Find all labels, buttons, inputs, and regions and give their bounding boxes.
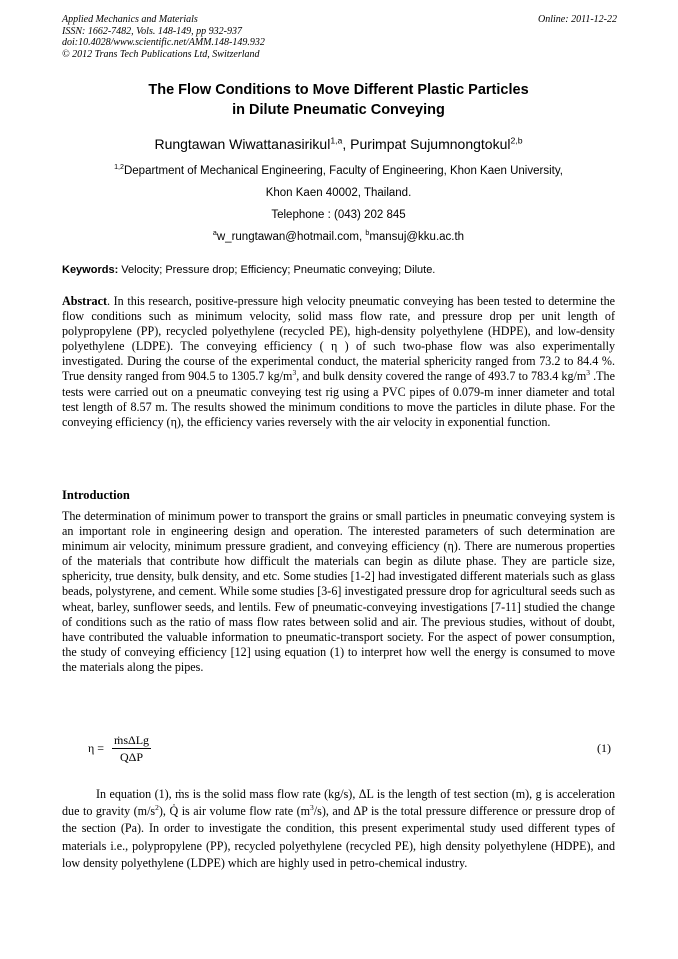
- explanation-text-1: In equation (1),: [96, 787, 176, 801]
- section-heading-introduction: Introduction: [62, 488, 130, 502]
- abstract-sup-1: 3: [292, 368, 297, 378]
- introduction-paragraph: [62, 509, 615, 675]
- paper-title: [62, 80, 615, 120]
- equation-1: [88, 733, 615, 767]
- keywords-text: Velocity; Pressure drop; Efficiency; Pneumatic conveying; Dilute.: [118, 264, 436, 276]
- affiliation-sup: 1,2: [114, 163, 124, 172]
- author-1-sup: 1,a: [330, 135, 343, 146]
- explanation-text-5: is air volume flow rate (m: [178, 804, 311, 819]
- symbol-q: Q̇: [169, 804, 179, 819]
- author-separator: ,: [342, 136, 351, 152]
- journal-header: [62, 14, 617, 60]
- abstract-text-1: . In this research, positive-pressure high velocity pneumatic conveying has been tested to determine the flow conditions such as minimum velocity, solid mass flow rate, and pressure drop per unit length of polypropylene (PP), recycled polyethylene (recycled PE), high-density polyethylene (HDPE),: [62, 294, 615, 339]
- email-b[interactable]: mansuj@kku.ac.th: [369, 231, 465, 243]
- abstract-sup-2: 3: [586, 368, 591, 378]
- author-list: [62, 135, 615, 153]
- copyright-line: © 2012 Trans Tech Publications Ltd, Switzerland: [62, 48, 260, 60]
- equation-lhs: η =: [88, 741, 105, 755]
- introduction-text: The determination of minimum power to transport the grains or small particles in pneumatic conveying system is an important role in engineering design and operation. The interested parameters of such determination are minimum air velocity, minimum pressure gradient, and conveying efficiency (η). There are numerous properties of the materials that contribute how difficult the materials can begin as dilute phase. They are particle size, sphericity, true density, bulk density, and etc. Some studies [1-2] had investigated different materials such as glass beads, polystyrene, and cement. While some studies [3-6] investigated pressure drop for agricultural seeds such as wheat, barley, sunflower seeds, and lentils. Few of pneumatic-conveying investigations [7-11] studied the change of conditions such as the ratio of mass flow rates between solid and air. The previous studies, without of doubt, have contributed the valuable information to pneumatic-transport society. For the aspect of power consumption, the study of conveying efficiency [12] using equation (1) to interpret how well the energy is consumed to move the materials along the pipes.: [62, 509, 615, 674]
- affiliation-emails: [62, 226, 615, 248]
- title-line-2: in Dilute Pneumatic Conveying: [232, 102, 445, 118]
- equation-explanation-paragraph: [62, 786, 615, 872]
- affiliation: [62, 160, 615, 248]
- online-date: Online: 2011-12-22: [538, 14, 617, 25]
- email-a-sup: a: [212, 229, 217, 238]
- abstract-text-2: and low-density polyethylene (LDPE): [62, 324, 615, 354]
- symbol-ms: ṁs: [175, 787, 190, 801]
- explanation-text-7: is the total pressure difference or pressure drop of the section (Pa). In order to investigate the condition, this present experimental study used different types of materials i.e., polypropylene (PP), recycled polyethylene (recycled PE), high density polyethylene (HDPE), and low density polyethylene (LDPE) which are highly used in petro-chemical industry.: [62, 804, 615, 870]
- abstract-text-5: .The tests were carried out on a pneumatic conveying test rig using a PVC pipes of 0.079-m inner diameter and total test length of 8.57 m. The results showed the minimum conditions to move the particles in dilute phase. For the conveying efficiency (η), the efficiency varies reversely with the air velocity in exponential function.: [62, 369, 615, 429]
- email-a[interactable]: w_rungtawan@hotmail.com,: [216, 231, 366, 243]
- sup-g: 2: [155, 803, 159, 813]
- explanation-text-4: ),: [158, 804, 170, 819]
- sup-q: 3: [310, 803, 314, 813]
- doi-line: doi:10.4028/www.scientific.net/AMM.148-149.932: [62, 37, 265, 48]
- keywords: [62, 262, 615, 278]
- symbol-dp: ΔP: [353, 804, 368, 819]
- author-2: Purimpat Sujumnongtokul: [350, 136, 511, 152]
- explanation-text-3: is the length of test section (m), g is acceleration due to gravity (m/s: [62, 787, 615, 819]
- equation-number: (1): [597, 741, 611, 755]
- affiliation-telephone: Telephone : (043) 202 845: [271, 209, 406, 221]
- explanation-text-2: is the solid mass flow rate (kg/s),: [189, 787, 359, 801]
- email-b-sup: b: [365, 229, 370, 238]
- author-1: Rungtawan Wiwattanasirikul: [154, 136, 331, 152]
- abstract: [62, 294, 615, 430]
- explanation-text-6: /s), and: [313, 804, 354, 819]
- author-2-sup: 2,b: [510, 135, 523, 146]
- equation-numerator: ṁsΔLg: [114, 733, 150, 747]
- affiliation-line-1: [62, 160, 615, 182]
- affiliation-line-2: Khon Kaen 40002, Thailand.: [265, 187, 412, 199]
- abstract-text-4: , and bulk density covered the range of 493.7 to 783.4 kg/m: [296, 369, 587, 384]
- abstract-text-3: . The conveying efficiency ( η ) of such two-phase flow was also experimentally investigated. During the course of the experimental conduct, the material sphericity ranged from 73.2 to 84.4 %. True density ranged from 904.5 to 1305.7 kg/m: [62, 339, 615, 384]
- equation-fraction: [112, 733, 151, 765]
- issn-line: ISSN: 1662-7482, Vols. 148-149, pp 932-937: [62, 25, 242, 37]
- keywords-label: Keywords:: [62, 264, 119, 276]
- title-line-1: The Flow Conditions to Move Different Plastic Particles: [148, 82, 529, 98]
- abstract-label: Abstract: [62, 294, 108, 308]
- affiliation-department: Department of Mechanical Engineering, Faculty of Engineering, Khon Kaen University,: [123, 165, 563, 177]
- journal-name: Applied Mechanics and Materials: [62, 14, 198, 25]
- equation-denominator: QΔP: [120, 750, 144, 764]
- symbol-dl: ΔL: [358, 787, 374, 801]
